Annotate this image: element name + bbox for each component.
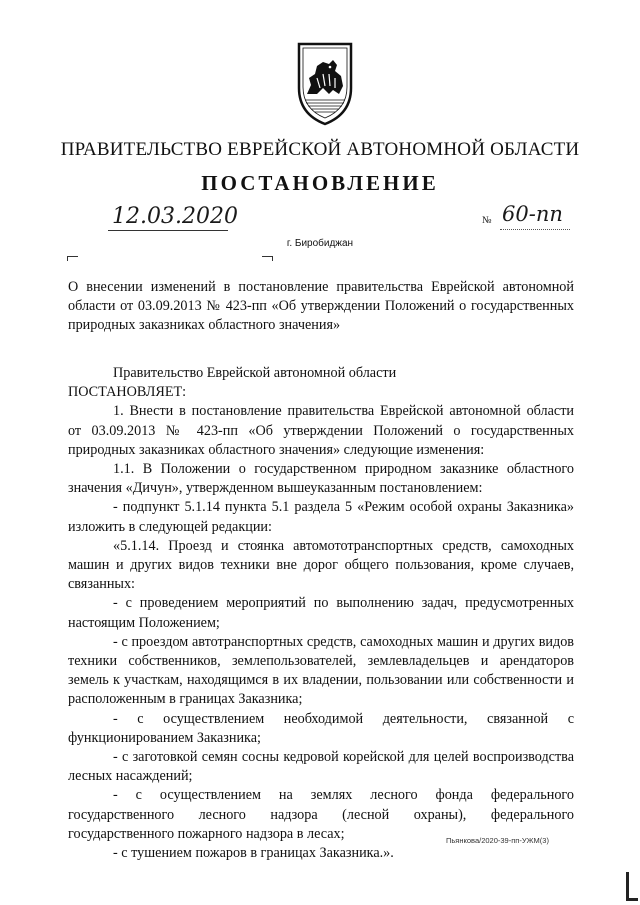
exception-item: - с заготовкой семян сосны кедровой корейской для целей воспроизводства лесных насаждений; xyxy=(68,749,574,785)
subject-corner-mark-left xyxy=(67,256,78,261)
handwritten-number: 60-пп xyxy=(502,202,563,226)
clause-5-1-14: «5.1.14. Проезд и стоянка автомототранспортных средств, самоходных машин и других видов техники вне дорог общего пользования, кроме случаев, связанных: xyxy=(68,537,574,593)
number-sign: № xyxy=(482,215,492,226)
exception-item: - с осуществлением необходимой деятельности, связанной с функционированием Заказника; xyxy=(68,710,574,746)
exception-item: - с проведением мероприятий по выполнению задач, предусмотренных настоящим Положением; xyxy=(68,595,574,631)
city-name: г. Биробиджан xyxy=(286,238,354,249)
scan-corner-mark xyxy=(626,872,638,901)
number-underline xyxy=(500,229,570,230)
item-1-1: 1.1. В Положении о государственном природном заказнике областного значения «Дичун», утвержденном вышеуказанным постановлением: xyxy=(68,461,574,497)
date-underline xyxy=(108,230,228,231)
exception-item: - с тушением пожаров в границах Заказника.». xyxy=(113,845,394,862)
document-body xyxy=(68,364,574,863)
resolves-heading: ПОСТАНОВЛЯЕТ: xyxy=(68,384,187,401)
coat-of-arms-icon xyxy=(293,38,357,128)
handwritten-date: 12.03.2020 xyxy=(112,204,238,229)
subject-corner-mark-right xyxy=(262,256,273,261)
exception-item: - с проездом автотранспортных средств, самоходных машин и других видов техники собственников, землепользователей, землевладельцев и арендаторов земель к участкам, находящимся в их владении, пользовании или собственности и расположенным в границах Заказника; xyxy=(68,633,574,708)
item-1: 1. Внести в постановление правительства Еврейской автономной области от 03.09.2013 № 423-пп «Об утверждении Положений о государственных природных заказниках областного значения» следующие изменения: xyxy=(68,403,574,458)
subitem-5-1-14: - подпункт 5.1.14 пункта 5.1 раздела 5 «Режим особой охраны Заказника» изложить в следующей редакции: xyxy=(68,499,574,535)
government-name: ПРАВИТЕЛЬСТВО ЕВРЕЙСКОЙ АВТОНОМНОЙ ОБЛАСТИ xyxy=(60,139,580,160)
footer-code: Пьянкова/2020-39-пп-УЖМ(3) xyxy=(446,836,549,845)
exception-item: - с осуществлением на землях лесного фонда федерального государственного лесного надзора (лесной охраны), федерального государственного пожарного надзора в лесах; xyxy=(68,787,574,842)
document-subject: О внесении изменений в постановление правительства Еврейской автономной области от 03.09.2013 № 423-пп «Об утверждении Положений о государственных природных заказниках областного значения» xyxy=(68,279,574,333)
preamble: Правительство Еврейской автономной области xyxy=(113,365,397,381)
document-type-title: ПОСТАНОВЛЕНИЕ xyxy=(201,171,439,195)
